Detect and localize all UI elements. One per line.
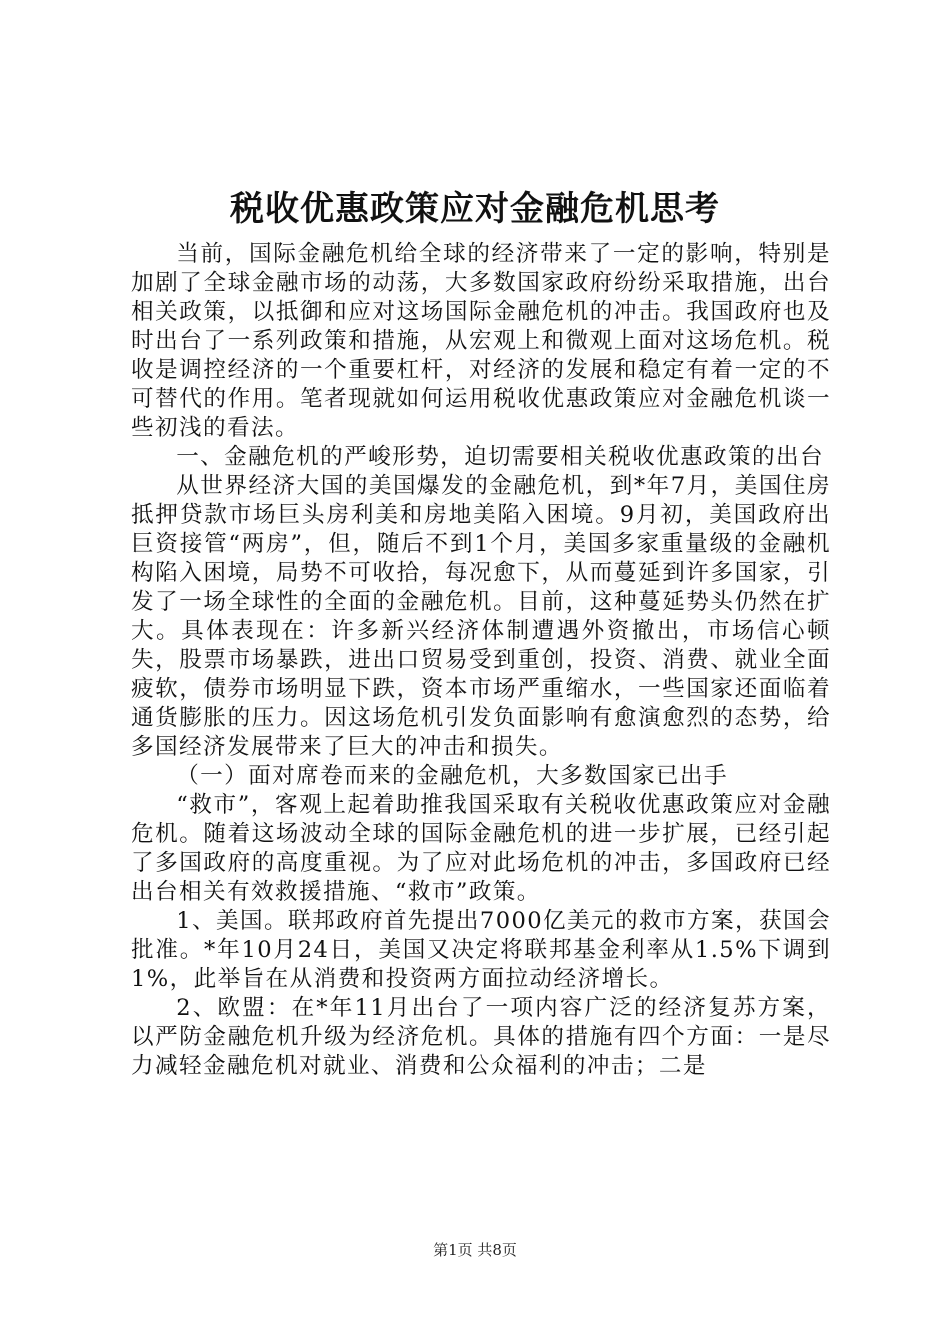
paragraph-eu: 2、欧盟：在*年11月出台了一项内容广泛的经济复苏方案，以严防金融危机升级为经济危机。具体的措施有四个方面：一是尽力减轻金融危机对就业、消费和公众福利的冲击；二是: [131, 995, 831, 1079]
paragraph-usa: 1、美国。联邦政府首先提出7000亿美元的救市方案，获国会批准。*年10月24日，美国又决定将联邦基金利率从1.5%下调到1%，此举旨在从消费和投资两方面拉动经济增长。: [131, 908, 831, 992]
section-heading-1: 一、金融危机的严峻形势，迫切需要相关税收优惠政策的出台: [176, 444, 825, 470]
page-title: 税收优惠政策应对金融危机思考: [230, 189, 720, 229]
page-number-footer: 第1页 共8页: [433, 1241, 517, 1259]
paragraph-rescue-measures: “救市”，客观上起着助推我国采取有关税收优惠政策应对金融危机。随着这场波动全球的国际金融危机的进一步扩展，已经引起了多国政府的高度重视。为了应对此场危机的冲击，多国政府已经出台相关有效救援措施、“救市”政策。: [131, 792, 831, 905]
paragraph-intro: 当前，国际金融危机给全球的经济带来了一定的影响，特别是加剧了全球金融市场的动荡，大多数国家政府纷纷采取措施，出台相关政策，以抵御和应对这场国际金融危机的冲击。我国政府也及时出台了一系列政策和措施，从宏观上和微观上面对这场危机。税收是调控经济的一个重要杠杆，对经济的发展和稳定有着一定的不可替代的作用。笔者现就如何运用税收优惠政策应对金融危机谈一些初浅的看法。: [131, 241, 831, 441]
document-body: [131, 240, 831, 1081]
paragraph-crisis-background: 从世界经济大国的美国爆发的金融危机，到*年7月，美国住房抵押贷款市场巨头房利美和房地美陷入困境。9月初，美国政府出巨资接管“两房”，但，随后不到1个月，美国多家重量级的金融机构陷入困境，局势不可收拾，每况愈下，从而蔓延到许多国家，引发了一场全球性的全面的金融危机。目前，这种蔓延势头仍然在扩大。具体表现在：许多新兴经济体制遭遇外资撤出，市场信心顿失，股票市场暴跌，进出口贸易受到重创，投资、消费、就业全面疲软，债券市场明显下跌，资本市场严重缩水，一些国家还面临着通货膨胀的压力。因这场危机引发负面影响有愈演愈烈的态势，给多国经济发展带来了巨大的冲击和损失。: [131, 473, 831, 760]
subsection-heading-1: （一）面对席卷而来的金融危机，大多数国家已出手: [176, 763, 729, 789]
